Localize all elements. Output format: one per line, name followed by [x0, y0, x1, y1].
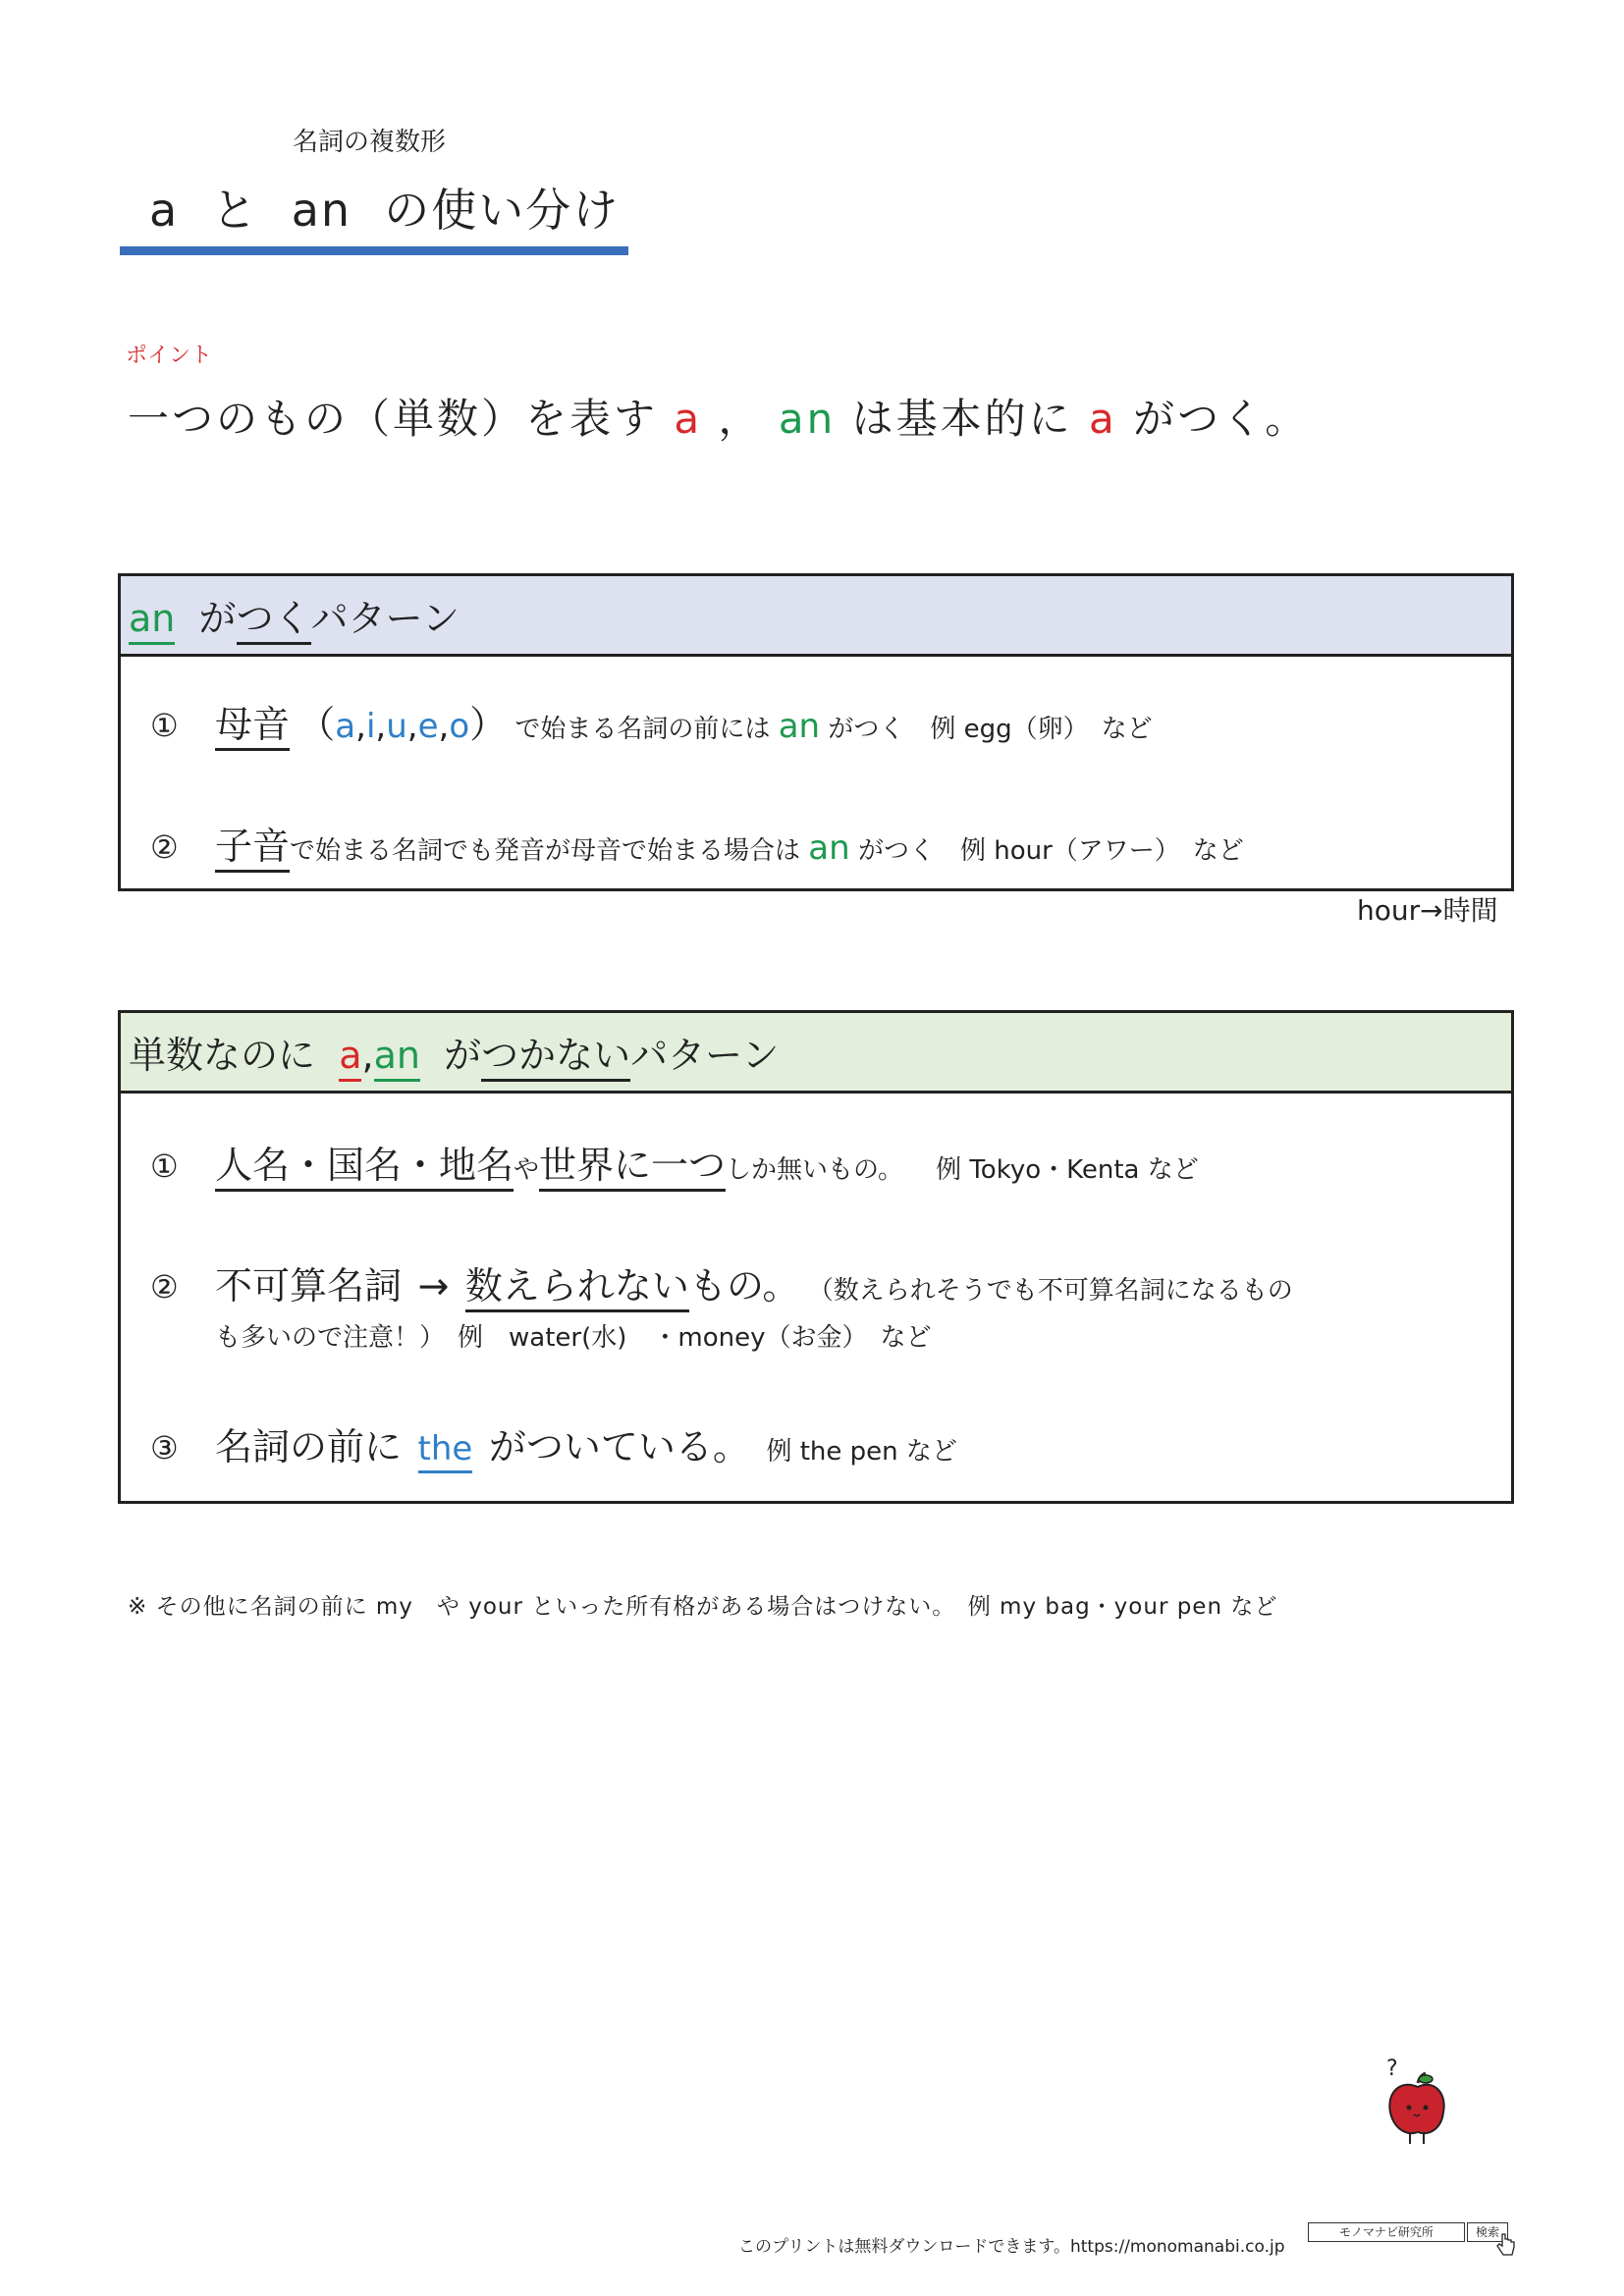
- rule-text: しか無いもの。: [726, 1155, 904, 1185]
- footnote: ※ その他に名詞の前に my や your といった所有格がある場合はつけない。 例 my bag・your pen など: [128, 1594, 1278, 1620]
- vowel-comma: ,: [355, 707, 366, 746]
- heading-pattern: パターン: [630, 1034, 780, 1077]
- vowel-comma: ,: [406, 707, 418, 746]
- an-pattern-heading: [121, 576, 1511, 657]
- point-part2: は基本的に: [851, 395, 1073, 443]
- rule-uncountable: [215, 1255, 1293, 1309]
- svg-text:?: ?: [1386, 2056, 1398, 2081]
- rule-number: ③: [150, 1429, 179, 1467]
- rule-paren-note: （数えられそうでも不可算名詞になるもの: [807, 1276, 1293, 1306]
- rule-text: で始まる名詞の前には: [514, 715, 771, 744]
- point-an: an: [778, 395, 837, 443]
- rule-number: ②: [150, 828, 179, 866]
- point-label: ポイント: [126, 344, 213, 368]
- point-text: [128, 387, 1309, 446]
- vowel-comma: ,: [438, 707, 450, 746]
- rule-an: an: [778, 707, 821, 746]
- term-cannot-count: 数えられない: [465, 1264, 689, 1312]
- term-names: 人名・国名・地名: [215, 1144, 514, 1192]
- rule-the-word: the: [418, 1429, 473, 1473]
- heading-comma: ,: [361, 1034, 374, 1077]
- term-vowel: 母音: [215, 703, 290, 751]
- rule-the: [215, 1416, 957, 1470]
- rule-tail: がつく 例 egg（卵） など: [828, 715, 1153, 744]
- heading-ga: が: [198, 597, 237, 640]
- rule-consonant: [215, 816, 1244, 870]
- point-a-1: a: [674, 395, 703, 443]
- heading-a: a: [339, 1034, 361, 1082]
- title-a: a: [149, 184, 180, 237]
- vowel-o: o: [449, 707, 470, 746]
- rule-uncountable-line2: も多いので注意！） 例 water(水) ・money（お金） など: [215, 1323, 932, 1353]
- arrow: →: [417, 1264, 450, 1308]
- hour-note: hour→時間: [1357, 894, 1498, 927]
- term-uncountable: 不可算名詞: [215, 1264, 403, 1308]
- heading-tsukanai: つかない: [481, 1034, 630, 1082]
- rule-rest: がついている。: [488, 1425, 750, 1468]
- point-comma: ，: [718, 395, 763, 443]
- heading-pre: 単数なのに: [129, 1034, 316, 1077]
- rule-tail: がつく 例 hour（アワー） など: [857, 836, 1244, 866]
- point-part1: 一つのもの（単数）を表す: [128, 395, 659, 443]
- heading-pattern: パターン: [310, 597, 460, 640]
- point-part3: がつく。: [1133, 395, 1310, 443]
- heading-an: an: [129, 597, 175, 645]
- title-an: an: [291, 184, 352, 237]
- rule-example: 例 the pen など: [766, 1437, 957, 1467]
- subtitle: 名詞の複数形: [293, 128, 447, 157]
- vowel-e: e: [417, 707, 439, 746]
- term-unique: 世界に一つ: [539, 1144, 726, 1192]
- vowel-a: a: [335, 707, 356, 746]
- paren-close: ）: [469, 703, 508, 746]
- rule-an: an: [808, 828, 850, 868]
- vowel-u: u: [386, 707, 407, 746]
- point-a-2: a: [1088, 395, 1117, 443]
- download-notice: このプリントは無料ダウンロードできます。https://monomanabi.co.jp: [738, 2237, 1285, 2257]
- rule-text: 名詞の前に: [215, 1425, 403, 1468]
- term-consonant: 子音: [215, 825, 290, 873]
- rule-text: で始まる名詞でも発音が母音で始まる場合は: [290, 836, 801, 866]
- rule-number: ②: [150, 1268, 179, 1306]
- vowel-i: i: [365, 707, 376, 746]
- rule-number: ①: [150, 707, 179, 744]
- title-rest: の使い分け: [384, 184, 621, 237]
- pointer-hand-icon: [1494, 2232, 1518, 2258]
- apple-mascot-icon: [1379, 2054, 1457, 2152]
- title-to: と: [211, 184, 259, 237]
- an-pattern-box: [118, 573, 1514, 891]
- search-button[interactable]: 検索: [1467, 2222, 1508, 2242]
- search-box[interactable]: モノマナビ研究所: [1308, 2222, 1465, 2242]
- heading-an: an: [374, 1034, 420, 1082]
- paren-open: （: [298, 703, 336, 746]
- title-underline-bar: [120, 246, 628, 255]
- page-title: [149, 175, 620, 240]
- rule-example: 例 Tokyo・Kenta など: [936, 1155, 1199, 1185]
- heading-tsuku: つく: [237, 597, 311, 645]
- vowel-comma: ,: [375, 707, 387, 746]
- no-article-heading: [121, 1013, 1511, 1094]
- rule-proper-nouns: [215, 1135, 1199, 1189]
- heading-ga: が: [444, 1034, 482, 1077]
- no-article-pattern-box: [118, 1010, 1514, 1504]
- rule-number: ①: [150, 1148, 179, 1185]
- rule-vowel: [215, 694, 1153, 748]
- term-mono: もの。: [688, 1264, 800, 1308]
- rule-ya: や: [514, 1155, 540, 1185]
